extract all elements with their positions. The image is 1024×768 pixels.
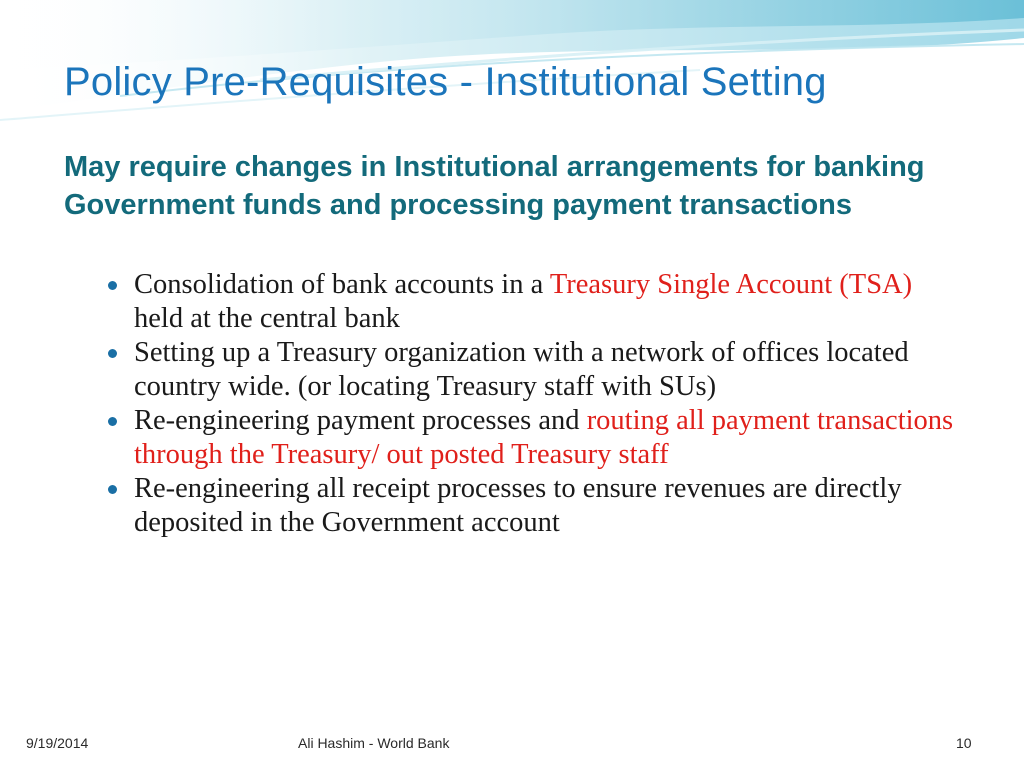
footer-date: 9/19/2014: [26, 735, 89, 751]
bullet-dot-icon: [108, 349, 117, 358]
bullet-text: Re-engineering payment processes and: [134, 405, 587, 436]
lead-statement: May require changes in Institutional arrangements for banking Government funds and processing payment transactions: [64, 151, 925, 221]
footer-page-number: 10: [956, 735, 972, 751]
bullet-item: [104, 472, 964, 540]
bullet-text: Re-engineering all receipt processes to ensure revenues are directly deposited in the Government account: [134, 473, 902, 538]
bullet-dot-icon: [108, 417, 117, 426]
bullet-item: [104, 404, 964, 472]
bullet-dot-icon: [108, 281, 117, 290]
bullet-item: [104, 336, 964, 404]
footer-author: Ali Hashim - World Bank: [298, 735, 450, 751]
bullet-highlight-text: routing all payment transactions through the Treasury/ out posted Treasury staff: [134, 405, 954, 470]
bullet-dot-icon: [108, 485, 117, 494]
bullet-text: Consolidation of bank accounts in a: [134, 269, 550, 300]
bullet-text: Setting up a Treasury organization with a network of offices located country wide. (or locating Treasury staff with SUs): [134, 337, 909, 402]
bullet-highlight-text: Treasury Single Account (TSA): [549, 269, 913, 300]
slide-title: Policy Pre-Requisites - Institutional Setting: [64, 60, 827, 104]
bullet-list: [104, 268, 964, 540]
bullet-text: held at the central bank: [134, 303, 400, 334]
bullet-item: [104, 268, 964, 336]
